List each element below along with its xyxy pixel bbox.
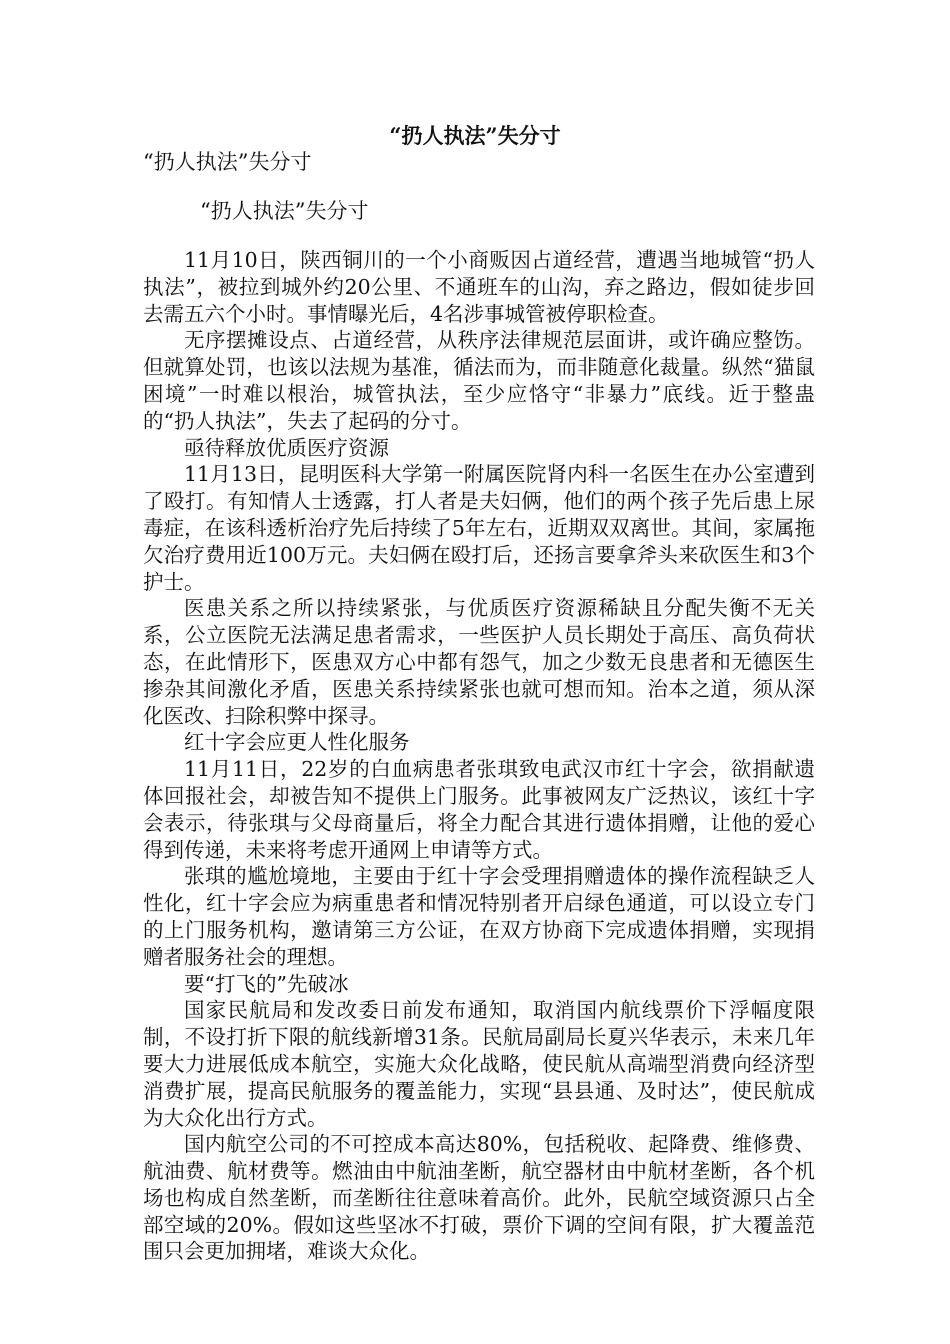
- document-subtitle-indented: “扔人执法”失分寸: [200, 199, 369, 223]
- paragraph: 11月10日，陕西铜川的一个小商贩因占道经营，遭遇当地城管“扔人执法”，被拉到城外约20公里、不通班车的山沟，弃之路边，假如徒步回去需五六个小时。事情曝光后，4名涉事城管被停职检查。: [143, 248, 815, 326]
- document-title: “扔人执法”失分寸: [389, 123, 561, 148]
- section-heading: 要“打飞的”先破冰: [184, 971, 349, 996]
- paragraph: 张琪的尴尬境地，主要由于红十字会受理捐赠遗体的操作流程缺乏人性化，红十字会应为病重患者和情况特别者开启绿色通道，可以设立专门的上门服务机构，邀请第三方公证，在双方协商下完成遗体捐赠，实现捐赠者服务社会的理想。: [143, 864, 815, 969]
- document-subtitle: “扔人执法”失分寸: [143, 150, 312, 174]
- paragraph: 国内航空公司的不可控成本高达80%，包括税收、起降费、维修费、航油费、航材费等。燃油由中航油垄断，航空器材由中航材垄断，各个机场也构成自然垄断，而垄断往往意味着高价。此外，民航空域资源只占全部空域的20%。假如这些坚冰不打破，票价下调的空间有限，扩大覆盖范围只会更加拥堵，难谈大众化。: [143, 1132, 815, 1264]
- paragraph: 国家民航局和发改委日前发布通知，取消国内航线票价下浮幅度限制，不设打折下限的航线新增31条。民航局副局长夏兴华表示，未来几年要大力进展低成本航空，实施大众化战略，使民航从高端型消费向经济型消费扩展，提高民航服务的覆盖能力，实现“县县通、及时达”，使民航成为大众化出行方式。: [143, 998, 815, 1130]
- section-heading: 亟待释放优质医疗资源: [184, 435, 389, 460]
- paragraph: 11月11日，22岁的白血病患者张琪致电武汉市红十字会，欲捐献遗体回报社会，却被告知不提供上门服务。此事被网友广泛热议，该红十字会表示，待张琪与父母商量后，将全力配合其进行遗体捐赠，让他的爱心得到传递，未来将考虑开通网上申请等方式。: [143, 757, 815, 862]
- paragraph: 医患关系之所以持续紧张，与优质医疗资源稀缺且分配失衡不无关系，公立医院无法满足患者需求，一些医护人员长期处于高压、高负荷状态，在此情形下，医患双方心中都有怨气，加之少数无良患者和无德医生掺杂其间激化矛盾，医患关系持续紧张也就可想而知。治本之道，须从深化医改、扫除积弊中探寻。: [143, 596, 815, 728]
- document-body: [143, 247, 815, 1265]
- paragraph: 11月13日，昆明医科大学第一附属医院肾内科一名医生在办公室遭到了殴打。有知情人士透露，打人者是夫妇俩，他们的两个孩子先后患上尿毒症，在该科透析治疗先后持续了5年左右，近期双双离世。其间，家属拖欠治疗费用近100万元。夫妇俩在殴打后，还扬言要拿斧头来砍医生和3个护士。: [143, 462, 815, 594]
- section-heading: 红十字会应更人性化服务: [184, 730, 410, 755]
- paragraph: 无序摆摊设点、占道经营，从秩序法律规范层面讲，或许确应整饬。但就算处罚，也该以法规为基准，循法而为，而非随意化裁量。纵然“猫鼠困境”一时难以根治，城管执法，至少应恪守“非暴力”底线。近于整蛊的“扔人执法”，失去了起码的分寸。: [143, 328, 815, 433]
